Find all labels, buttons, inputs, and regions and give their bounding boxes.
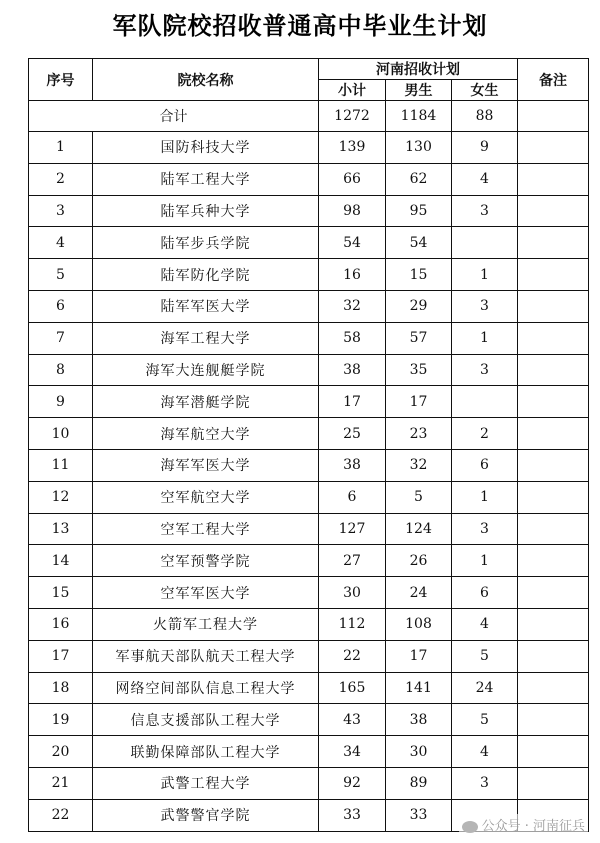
subtotal-cell: 66 [319,163,386,195]
female-cell: 5 [452,704,518,736]
male-cell: 23 [386,418,452,450]
remark-cell [518,704,589,736]
male-cell: 38 [386,704,452,736]
subtotal-cell: 92 [319,767,386,799]
subtotal-cell: 54 [319,227,386,259]
watermark [459,814,588,835]
seq-cell: 5 [29,259,93,291]
subtotal-cell: 25 [319,418,386,450]
female-cell: 3 [452,290,518,322]
watermark-text: 公众号 · 河南征兵 [481,819,585,834]
female-cell: 4 [452,163,518,195]
male-cell: 17 [386,386,452,418]
male-cell: 32 [386,449,452,481]
school-name-cell: 陆军防化学院 [93,259,319,291]
school-name-cell: 武警警官学院 [93,799,319,831]
remark-cell [518,513,589,545]
seq-cell: 17 [29,640,93,672]
table-row [29,132,589,164]
seq-cell: 21 [29,767,93,799]
female-cell: 1 [452,322,518,354]
page-title: 军队院校招收普通高中毕业生计划 [112,12,488,40]
school-name-cell: 陆军步兵学院 [93,227,319,259]
school-name-cell: 联勤保障部队工程大学 [93,736,319,768]
seq-cell: 16 [29,608,93,640]
school-name-cell: 陆军军医大学 [93,290,319,322]
female-cell [452,227,518,259]
female-cell: 6 [452,577,518,609]
school-name-cell: 空军军医大学 [93,577,319,609]
table-row [29,322,589,354]
school-name-cell: 信息支援部队工程大学 [93,704,319,736]
seq-cell: 13 [29,513,93,545]
seq-cell: 3 [29,195,93,227]
table-row [29,163,589,195]
school-name-cell: 陆军兵种大学 [93,195,319,227]
wechat-icon [462,821,478,833]
school-name-cell: 陆军工程大学 [93,163,319,195]
female-cell: 5 [452,640,518,672]
male-cell: 26 [386,545,452,577]
subtotal-cell: 127 [319,513,386,545]
subtotal-cell: 17 [319,386,386,418]
female-cell: 6 [452,449,518,481]
remark-cell [518,767,589,799]
table-row [29,354,589,386]
enrollment-plan-table [28,58,589,832]
male-cell: 62 [386,163,452,195]
seq-cell: 9 [29,386,93,418]
remark-cell [518,290,589,322]
remark-cell [518,672,589,704]
table-row [29,608,589,640]
header-remark: 备注 [518,59,589,101]
subtotal-cell: 58 [319,322,386,354]
male-cell: 17 [386,640,452,672]
female-cell: 1 [452,481,518,513]
seq-cell: 11 [29,449,93,481]
male-cell: 29 [386,290,452,322]
remark-cell [518,227,589,259]
remark-cell [518,449,589,481]
remark-cell [518,195,589,227]
table-row [29,704,589,736]
seq-cell: 7 [29,322,93,354]
remark-cell [518,386,589,418]
table-row [29,227,589,259]
female-cell: 9 [452,132,518,164]
remark-cell [518,259,589,291]
table-row [29,290,589,322]
remark-cell [518,481,589,513]
school-name-cell: 空军工程大学 [93,513,319,545]
school-name-cell: 海军大连舰艇学院 [93,354,319,386]
table-row [29,545,589,577]
subtotal-cell: 43 [319,704,386,736]
female-cell: 3 [452,767,518,799]
remark-cell [518,640,589,672]
header-seq: 序号 [29,59,93,101]
subtotal-cell: 98 [319,195,386,227]
seq-cell: 19 [29,704,93,736]
remark-cell [518,354,589,386]
table-row [29,577,589,609]
header-henan-plan: 河南招收计划 [319,59,518,80]
subtotal-cell: 139 [319,132,386,164]
male-cell: 108 [386,608,452,640]
remark-cell [518,163,589,195]
seq-cell: 18 [29,672,93,704]
school-name-cell: 空军预警学院 [93,545,319,577]
school-name-cell: 国防科技大学 [93,132,319,164]
seq-cell: 12 [29,481,93,513]
table-row [29,672,589,704]
school-name-cell: 火箭军工程大学 [93,608,319,640]
subtotal-cell: 6 [319,481,386,513]
school-name-cell: 海军航空大学 [93,418,319,450]
seq-cell: 15 [29,577,93,609]
table-row [29,195,589,227]
female-cell: 4 [452,608,518,640]
male-cell: 124 [386,513,452,545]
male-cell: 141 [386,672,452,704]
female-cell: 2 [452,418,518,450]
seq-cell: 1 [29,132,93,164]
female-cell [452,386,518,418]
table-row [29,640,589,672]
subtotal-cell: 112 [319,608,386,640]
subtotal-cell: 33 [319,799,386,831]
male-cell: 57 [386,322,452,354]
female-cell: 24 [452,672,518,704]
female-cell: 3 [452,513,518,545]
school-name-cell: 网络空间部队信息工程大学 [93,672,319,704]
total-male: 1184 [386,101,452,132]
header-female: 女生 [452,80,518,101]
male-cell: 89 [386,767,452,799]
school-name-cell: 军事航天部队航天工程大学 [93,640,319,672]
total-subtotal: 1272 [319,101,386,132]
table-row [29,386,589,418]
header-subtotal: 小计 [319,80,386,101]
male-cell: 95 [386,195,452,227]
header-male: 男生 [386,80,452,101]
female-cell: 3 [452,195,518,227]
seq-cell: 20 [29,736,93,768]
female-cell: 1 [452,259,518,291]
total-remark [518,101,589,132]
seq-cell: 6 [29,290,93,322]
remark-cell [518,545,589,577]
school-name-cell: 海军军医大学 [93,449,319,481]
subtotal-cell: 38 [319,354,386,386]
table-row [29,767,589,799]
total-label: 合计 [29,101,319,132]
seq-cell: 2 [29,163,93,195]
table-row [29,259,589,291]
male-cell: 15 [386,259,452,291]
male-cell: 5 [386,481,452,513]
table-row [29,418,589,450]
remark-cell [518,418,589,450]
remark-cell [518,577,589,609]
male-cell: 54 [386,227,452,259]
table-row [29,736,589,768]
header-school-name: 院校名称 [93,59,319,101]
total-row [29,101,589,132]
subtotal-cell: 165 [319,672,386,704]
seq-cell: 8 [29,354,93,386]
total-female: 88 [452,101,518,132]
seq-cell: 22 [29,799,93,831]
subtotal-cell: 32 [319,290,386,322]
subtotal-cell: 16 [319,259,386,291]
male-cell: 130 [386,132,452,164]
subtotal-cell: 38 [319,449,386,481]
subtotal-cell: 30 [319,577,386,609]
seq-cell: 4 [29,227,93,259]
school-name-cell: 海军工程大学 [93,322,319,354]
male-cell: 35 [386,354,452,386]
table-row [29,513,589,545]
seq-cell: 14 [29,545,93,577]
female-cell: 3 [452,354,518,386]
female-cell: 4 [452,736,518,768]
school-name-cell: 海军潜艇学院 [93,386,319,418]
remark-cell [518,736,589,768]
male-cell: 33 [386,799,452,831]
subtotal-cell: 34 [319,736,386,768]
table-row [29,481,589,513]
school-name-cell: 武警工程大学 [93,767,319,799]
subtotal-cell: 27 [319,545,386,577]
table-row [29,449,589,481]
school-name-cell: 空军航空大学 [93,481,319,513]
remark-cell [518,322,589,354]
male-cell: 24 [386,577,452,609]
female-cell: 1 [452,545,518,577]
remark-cell [518,132,589,164]
subtotal-cell: 22 [319,640,386,672]
remark-cell [518,608,589,640]
seq-cell: 10 [29,418,93,450]
male-cell: 30 [386,736,452,768]
